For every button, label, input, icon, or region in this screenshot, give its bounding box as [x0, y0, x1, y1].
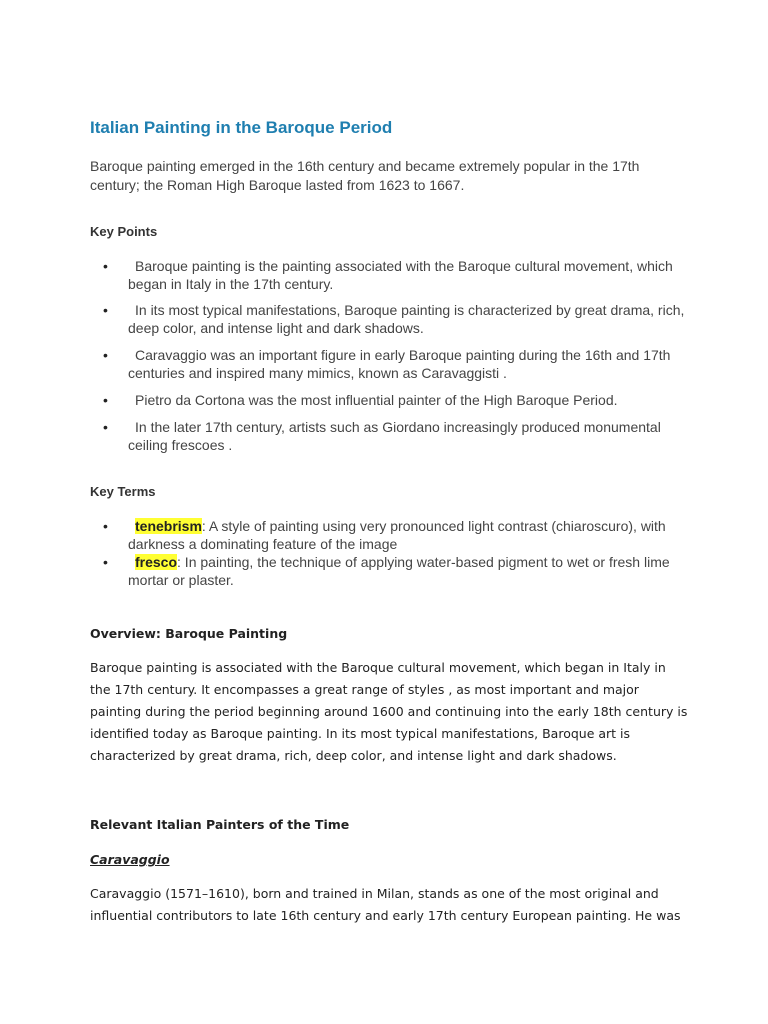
bullet-icon: • — [103, 347, 108, 363]
key-point-text: In its most typical manifestations, Baroque painting is characterized by great drama, rich, deep color, and intense light and dark shadows. — [128, 302, 685, 336]
bullet-icon: • — [103, 554, 108, 570]
overview-paragraph: Baroque painting is associated with the Baroque cultural movement, which began in Italy in the 17th century. It encompasses a great range of styles , as most important and major painting during the period beginning around 1600 and continuing into the early 18th century is identified today as Baroque painting. In its most typical manifestations, Baroque art is characterized by great drama, rich, deep color, and intense light and dark shadows. — [90, 660, 688, 763]
key-term-highlight: fresco — [135, 554, 178, 570]
key-term-definition: : A style of painting using very pronounced light contrast (chiaroscuro), with darkness a dominating feature of the image — [128, 518, 666, 552]
caravaggio-paragraph: Caravaggio (1571–1610), born and trained in Milan, stands as one of the most original and influential contributors to late 16th century and early 17th century European painting. He was — [90, 886, 681, 923]
key-terms-heading: Key Terms — [90, 484, 156, 499]
bullet-icon: • — [103, 302, 108, 318]
bullet-icon: • — [103, 419, 108, 435]
key-term-text — [128, 517, 688, 553]
bullet-icon: • — [103, 392, 108, 408]
caravaggio-heading: Caravaggio — [90, 852, 170, 867]
intro-paragraph: Baroque painting emerged in the 16th century and became extremely popular in the 17th century; the Roman High Baroque lasted from 1623 to 1667. — [90, 158, 640, 193]
key-points-heading: Key Points — [90, 224, 158, 239]
key-term-highlight: tenebrism — [135, 518, 202, 534]
overview-heading: Overview: Baroque Painting — [90, 626, 288, 641]
key-point-text: Caravaggio was an important figure in early Baroque painting during the 16th and 17th centuries and inspired many mimics, known as Caravaggisti . — [128, 347, 671, 381]
key-point-text: Baroque painting is the painting associated with the Baroque cultural movement, which began in Italy in the 17th century. — [128, 258, 673, 292]
relevant-painters-heading: Relevant Italian Painters of the Time — [90, 817, 350, 832]
document-title: Italian Painting in the Baroque Period — [90, 118, 393, 137]
key-term-definition: : In painting, the technique of applying water-based pigment to wet or fresh lime mortar or plaster. — [128, 554, 670, 588]
key-point-text: Pietro da Cortona was the most influential painter of the High Baroque Period. — [135, 392, 618, 408]
key-point-text: In the later 17th century, artists such as Giordano increasingly produced monumental ceiling frescoes . — [128, 419, 661, 453]
bullet-icon: • — [103, 258, 108, 274]
bullet-icon: • — [103, 518, 108, 534]
key-term-text — [128, 553, 688, 589]
